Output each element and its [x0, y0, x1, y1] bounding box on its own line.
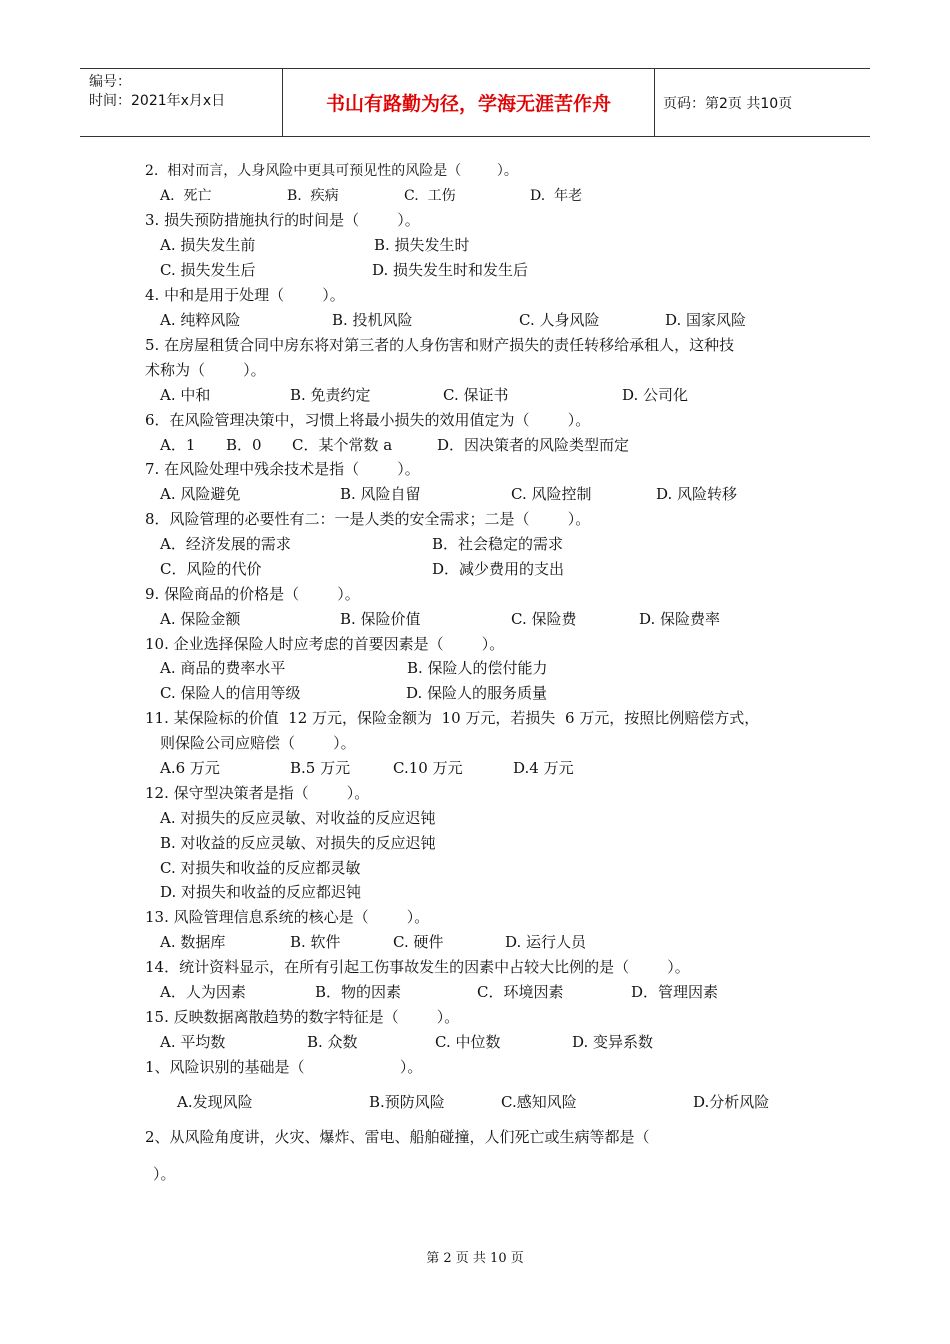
question-stem: 6．在风险管理决策中，习惯上将最小损失的效用值定为（ ）。 — [145, 411, 591, 429]
option: C. 硬件 — [393, 933, 444, 951]
option: A．1 — [160, 436, 196, 454]
option: B.5 万元 — [290, 759, 351, 777]
option: A. 损失发生前 — [160, 236, 256, 254]
option: C．风险的代价 — [160, 560, 262, 578]
option: B. 投机风险 — [332, 311, 413, 329]
option: B. 软件 — [290, 933, 341, 951]
doc-time-label: 时间：2021年x月x日 — [89, 93, 226, 109]
option: B.预防风险 — [369, 1093, 445, 1111]
option: A. 死亡 — [160, 188, 212, 204]
option: B. 保险人的偿付能力 — [407, 659, 548, 677]
option: D. 保险人的服务质量 — [406, 684, 548, 702]
option: C. 中位数 — [435, 1033, 501, 1051]
option: C．环境因素 — [477, 983, 564, 1001]
question-stem: 4. 中和是用于处理（ ）。 — [145, 286, 345, 304]
option: D．因决策者的风险类型而定 — [437, 436, 630, 454]
question-stem: 2. 相对而言，人身风险中更具可预见性的风险是（ ）。 — [145, 163, 518, 179]
option: A. 商品的费率水平 — [160, 659, 286, 677]
header-page-label: 页码：第2页 共10页 — [663, 96, 793, 112]
page-header — [80, 68, 870, 137]
question-stem: 11. 某保险标的价值 12 万元，保险金额为 10 万元，若损失 6 万元，按照比例赔偿方式， — [145, 709, 760, 727]
option: D.分析风险 — [693, 1093, 770, 1111]
option: C.10 万元 — [393, 759, 463, 777]
option: C. 损失发生后 — [160, 261, 256, 279]
question-stem: 10. 企业选择保险人时应考虑的首要因素是（ ）。 — [145, 635, 505, 653]
page-footer: 第 2 页 共 10 页 — [426, 1251, 524, 1266]
option: C．某个常数 a — [292, 436, 393, 454]
option: A. 对损失的反应灵敏、对收益的反应迟钝 — [160, 809, 436, 827]
option: D. 公司化 — [622, 386, 689, 404]
option: A. 纯粹风险 — [160, 311, 241, 329]
option: A.6 万元 — [160, 759, 220, 777]
option: C. 保险费 — [511, 610, 577, 628]
question-stem: 7. 在风险处理中残余技术是指（ ）。 — [145, 460, 420, 478]
header-info-cell — [80, 69, 283, 136]
question-stem-cont: ）。 — [153, 1165, 176, 1183]
question-stem: 13. 风险管理信息系统的核心是（ ）。 — [145, 908, 430, 926]
option: D．管理因素 — [631, 983, 719, 1001]
question-stem-cont: 则保险公司应赔偿（ ）。 — [160, 734, 356, 752]
question-stem: 5. 在房屋租赁合同中房东将对第三者的人身伤害和财产损失的责任转移给承租人，这种技 — [145, 336, 735, 354]
option: A. 保险金额 — [160, 610, 241, 628]
option: D. 保险费率 — [639, 610, 721, 628]
option: B. 疾病 — [287, 188, 339, 204]
option: C. 对损失和收益的反应都灵敏 — [160, 859, 361, 877]
option: C. 保险人的信用等级 — [160, 684, 301, 702]
question-stem: 15. 反映数据离散趋势的数字特征是（ ）。 — [145, 1008, 460, 1026]
question-stem: 1、风险识别的基础是（ ）。 — [145, 1058, 423, 1076]
option: A. 中和 — [160, 386, 211, 404]
option: D. 年老 — [530, 188, 583, 204]
option: C. 人身风险 — [519, 311, 600, 329]
option: D. 对损失和收益的反应都迟钝 — [160, 883, 362, 901]
option: A. 数据库 — [160, 933, 226, 951]
option: D. 国家风险 — [665, 311, 747, 329]
option: B．社会稳定的需求 — [432, 535, 564, 553]
question-stem: 9. 保险商品的价格是（ ）。 — [145, 585, 360, 603]
option: B. 保险价值 — [340, 610, 421, 628]
option: D.4 万元 — [513, 759, 574, 777]
doc-number-label: 编号： — [89, 74, 131, 90]
option: B. 损失发生时 — [374, 236, 470, 254]
option: C. 保证书 — [443, 386, 509, 404]
option: B. 对收益的反应灵敏、对损失的反应迟钝 — [160, 834, 436, 852]
option: A. 风险避免 — [160, 485, 241, 503]
option: D. 变异系数 — [572, 1033, 654, 1051]
question-stem: 2、从风险角度讲，火灾、爆炸、雷电、船舶碰撞，人们死亡或生病等都是（ — [145, 1128, 650, 1146]
question-stem: 8．风险管理的必要性有二：一是人类的安全需求；二是（ ）。 — [145, 510, 591, 528]
option: D．减少费用的支出 — [432, 560, 565, 578]
option: C. 风险控制 — [511, 485, 592, 503]
option: D. 损失发生时和发生后 — [372, 261, 529, 279]
option: B. 众数 — [307, 1033, 358, 1051]
option: D. 风险转移 — [656, 485, 738, 503]
option: A．人为因素 — [160, 983, 246, 1001]
header-motto: 书山有路勤为径，学海无涯苦作舟 — [283, 69, 655, 136]
option: C. 工伤 — [404, 188, 456, 204]
option: B．物的因素 — [315, 983, 402, 1001]
option: C.感知风险 — [501, 1093, 577, 1111]
option: A.发现风险 — [177, 1093, 253, 1111]
question-stem: 14．统计资料显示，在所有引起工伤事故发生的因素中占较大比例的是（ ）。 — [145, 958, 690, 976]
option: B. 免责约定 — [290, 386, 371, 404]
option: A．经济发展的需求 — [160, 535, 291, 553]
question-stem: 12. 保守型决策者是指（ ）。 — [145, 784, 370, 802]
question-stem-cont: 术称为（ ）。 — [145, 361, 266, 379]
option: B. 风险自留 — [340, 485, 421, 503]
option: B．0 — [226, 436, 262, 454]
question-stem: 3. 损失预防措施执行的时间是（ ）。 — [145, 211, 420, 229]
option: D. 运行人员 — [505, 933, 587, 951]
option: A. 平均数 — [160, 1033, 226, 1051]
